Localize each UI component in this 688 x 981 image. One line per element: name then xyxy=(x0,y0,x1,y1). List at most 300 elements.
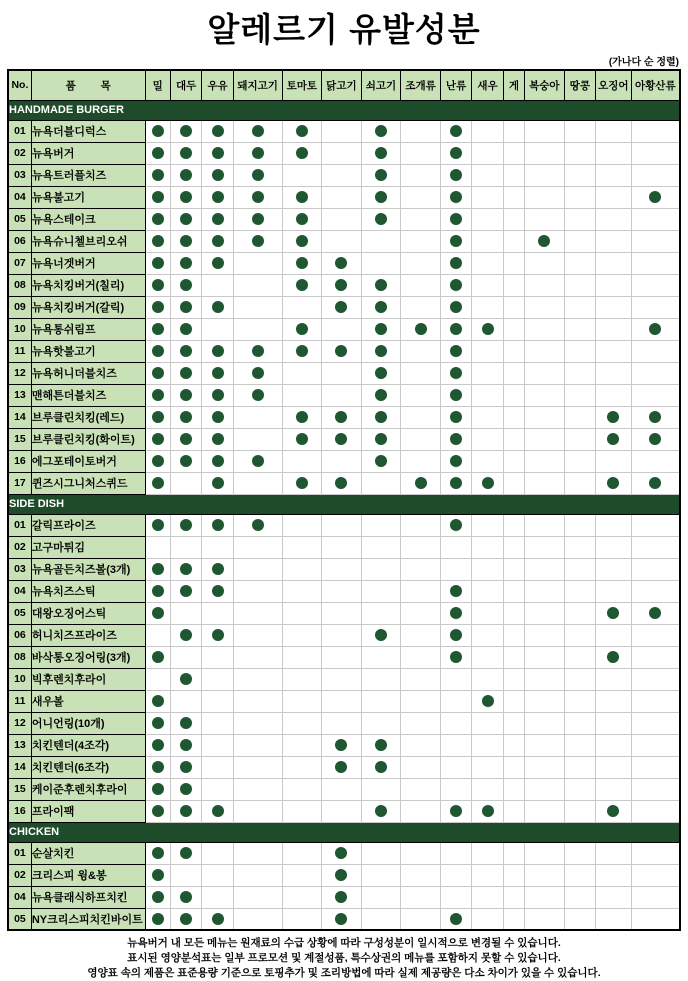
allergen-mark-cell xyxy=(503,624,524,646)
table-row xyxy=(8,428,680,450)
allergen-mark-cell xyxy=(322,558,362,580)
allergen-mark-cell xyxy=(503,120,524,142)
row-number-cell: 02 xyxy=(8,142,31,164)
allergen-mark-cell xyxy=(233,908,282,930)
allergen-mark-cell xyxy=(472,690,503,712)
item-name-cell: 고구마튀김 xyxy=(31,536,145,558)
allergen-mark-cell xyxy=(361,230,401,252)
allergen-dot xyxy=(296,125,308,137)
allergen-mark-cell xyxy=(202,296,233,318)
allergen-mark-cell xyxy=(170,230,201,252)
allergen-dot xyxy=(252,213,264,225)
row-number-cell: 12 xyxy=(8,712,31,734)
allergen-mark-cell xyxy=(564,208,595,230)
item-name-cell: 치킨텐더(4조각) xyxy=(31,734,145,756)
item-name-cell: 뉴욕치킹버거(갈릭) xyxy=(31,296,145,318)
allergen-mark-cell xyxy=(170,800,201,822)
allergen-mark-cell xyxy=(361,886,401,908)
table-row xyxy=(8,624,680,646)
allergen-dot xyxy=(450,433,462,445)
allergen-mark-cell xyxy=(145,624,170,646)
allergen-mark-cell xyxy=(596,340,632,362)
allergen-dot xyxy=(335,739,347,751)
allergen-mark-cell xyxy=(361,690,401,712)
allergen-mark-cell xyxy=(440,318,471,340)
allergen-mark-cell xyxy=(401,186,441,208)
allergen-mark-cell xyxy=(440,164,471,186)
col-header-allergen: 게 xyxy=(503,70,524,100)
allergen-mark-cell xyxy=(525,252,565,274)
allergen-mark-cell xyxy=(525,624,565,646)
allergen-mark-cell xyxy=(440,800,471,822)
allergen-dot xyxy=(375,629,387,641)
allergen-mark-cell xyxy=(145,756,170,778)
allergen-mark-cell xyxy=(202,274,233,296)
allergen-mark-cell xyxy=(170,120,201,142)
allergen-dot xyxy=(212,367,224,379)
allergen-mark-cell xyxy=(322,908,362,930)
allergen-mark-cell xyxy=(525,602,565,624)
allergen-mark-cell xyxy=(596,908,632,930)
allergen-mark-cell xyxy=(322,690,362,712)
allergen-mark-cell xyxy=(525,908,565,930)
allergen-mark-cell xyxy=(282,602,322,624)
allergen-mark-cell xyxy=(361,800,401,822)
allergen-mark-cell xyxy=(322,842,362,864)
row-number-cell: 14 xyxy=(8,406,31,428)
allergen-mark-cell xyxy=(401,646,441,668)
allergen-mark-cell xyxy=(472,472,503,494)
table-row xyxy=(8,580,680,602)
allergen-mark-cell xyxy=(401,778,441,800)
allergen-mark-cell xyxy=(596,712,632,734)
allergen-mark-cell xyxy=(233,252,282,274)
allergen-mark-cell xyxy=(233,800,282,822)
row-number-cell: 06 xyxy=(8,624,31,646)
allergen-mark-cell xyxy=(202,450,233,472)
allergen-mark-cell xyxy=(401,734,441,756)
allergen-mark-cell xyxy=(564,624,595,646)
allergen-mark-cell xyxy=(596,646,632,668)
allergen-mark-cell xyxy=(472,886,503,908)
allergen-mark-cell xyxy=(282,428,322,450)
allergen-mark-cell xyxy=(145,690,170,712)
row-number-cell: 16 xyxy=(8,450,31,472)
allergen-mark-cell xyxy=(564,536,595,558)
allergen-mark-cell xyxy=(401,274,441,296)
allergen-dot xyxy=(375,213,387,225)
row-number-cell: 16 xyxy=(8,800,31,822)
allergen-mark-cell xyxy=(631,580,680,602)
allergen-mark-cell xyxy=(525,164,565,186)
allergen-mark-cell xyxy=(202,164,233,186)
allergen-mark-cell xyxy=(596,514,632,536)
allergen-mark-cell xyxy=(564,186,595,208)
section-title-cell: CHICKEN xyxy=(8,822,680,842)
allergen-mark-cell xyxy=(170,536,201,558)
allergen-dot xyxy=(649,433,661,445)
allergen-dot xyxy=(296,191,308,203)
allergen-dot xyxy=(180,891,192,903)
allergen-mark-cell xyxy=(233,624,282,646)
allergen-mark-cell xyxy=(322,362,362,384)
allergen-dot xyxy=(450,125,462,137)
section-header-row xyxy=(8,100,680,120)
allergen-mark-cell xyxy=(525,186,565,208)
allergen-mark-cell xyxy=(361,756,401,778)
row-number-cell: 03 xyxy=(8,164,31,186)
allergen-mark-cell xyxy=(596,472,632,494)
allergen-dot xyxy=(335,913,347,925)
allergen-mark-cell xyxy=(282,536,322,558)
allergen-mark-cell xyxy=(503,514,524,536)
allergen-mark-cell xyxy=(322,668,362,690)
allergen-mark-cell xyxy=(170,690,201,712)
allergen-mark-cell xyxy=(631,690,680,712)
allergen-dot xyxy=(482,477,494,489)
allergen-mark-cell xyxy=(282,164,322,186)
allergen-dot xyxy=(212,913,224,925)
allergen-dot xyxy=(649,411,661,423)
allergen-mark-cell xyxy=(361,384,401,406)
allergen-dot xyxy=(180,147,192,159)
allergen-mark-cell xyxy=(322,296,362,318)
allergen-dot xyxy=(180,585,192,597)
allergen-mark-cell xyxy=(472,406,503,428)
allergen-mark-cell xyxy=(322,864,362,886)
allergen-mark-cell xyxy=(401,142,441,164)
allergen-dot xyxy=(450,455,462,467)
allergen-mark-cell xyxy=(170,296,201,318)
allergen-mark-cell xyxy=(202,842,233,864)
allergen-mark-cell xyxy=(233,340,282,362)
allergen-mark-cell xyxy=(472,908,503,930)
allergen-mark-cell xyxy=(401,450,441,472)
item-name-cell: 뉴욕스테이크 xyxy=(31,208,145,230)
allergen-mark-cell xyxy=(525,668,565,690)
allergen-mark-cell xyxy=(361,362,401,384)
allergen-dot xyxy=(607,411,619,423)
allergen-dot xyxy=(252,367,264,379)
allergen-dot xyxy=(450,411,462,423)
table-row xyxy=(8,778,680,800)
row-number-cell: 05 xyxy=(8,602,31,624)
allergen-mark-cell xyxy=(170,756,201,778)
allergen-dot xyxy=(335,433,347,445)
allergen-mark-cell xyxy=(202,712,233,734)
allergen-mark-cell xyxy=(564,778,595,800)
item-name-cell: 뉴욕치즈스틱 xyxy=(31,580,145,602)
allergen-mark-cell xyxy=(361,646,401,668)
allergen-mark-cell xyxy=(503,886,524,908)
allergen-mark-cell xyxy=(170,646,201,668)
allergen-mark-cell xyxy=(170,340,201,362)
allergen-dot xyxy=(152,367,164,379)
allergen-mark-cell xyxy=(631,186,680,208)
allergen-mark-cell xyxy=(503,472,524,494)
item-name-cell: 뉴욕너겟버거 xyxy=(31,252,145,274)
allergen-mark-cell xyxy=(401,690,441,712)
allergen-mark-cell xyxy=(361,274,401,296)
item-name-cell: 빅후렌치후라이 xyxy=(31,668,145,690)
allergen-mark-cell xyxy=(503,756,524,778)
col-header-allergen: 쇠고기 xyxy=(361,70,401,100)
footnote xyxy=(0,936,688,981)
allergen-mark-cell xyxy=(322,318,362,340)
allergen-mark-cell xyxy=(440,908,471,930)
allergen-mark-cell xyxy=(503,668,524,690)
allergen-mark-cell xyxy=(525,842,565,864)
allergen-mark-cell xyxy=(233,602,282,624)
item-name-cell: 브루클린치킹(레드) xyxy=(31,406,145,428)
allergen-mark-cell xyxy=(564,318,595,340)
row-number-cell: 13 xyxy=(8,384,31,406)
allergen-mark-cell xyxy=(631,800,680,822)
col-header-allergen: 조개류 xyxy=(401,70,441,100)
allergen-mark-cell xyxy=(282,908,322,930)
allergen-mark-cell xyxy=(361,558,401,580)
allergen-mark-cell xyxy=(233,142,282,164)
item-name-cell: 크리스피 윙&봉 xyxy=(31,864,145,886)
allergen-mark-cell xyxy=(145,842,170,864)
allergen-mark-cell xyxy=(322,208,362,230)
table-row xyxy=(8,142,680,164)
allergen-mark-cell xyxy=(322,450,362,472)
allergen-mark-cell xyxy=(282,734,322,756)
allergen-dot xyxy=(375,805,387,817)
allergen-dot xyxy=(152,323,164,335)
allergen-mark-cell xyxy=(361,580,401,602)
allergen-dot xyxy=(375,301,387,313)
allergen-dot xyxy=(212,477,224,489)
allergen-mark-cell xyxy=(401,712,441,734)
allergen-mark-cell xyxy=(361,208,401,230)
allergen-mark-cell xyxy=(631,384,680,406)
allergen-mark-cell xyxy=(170,886,201,908)
allergen-mark-cell xyxy=(170,472,201,494)
allergen-dot xyxy=(180,433,192,445)
allergen-dot xyxy=(180,257,192,269)
allergen-mark-cell xyxy=(401,340,441,362)
allergen-mark-cell xyxy=(401,756,441,778)
row-number-cell: 14 xyxy=(8,756,31,778)
table-row xyxy=(8,558,680,580)
allergen-mark-cell xyxy=(170,450,201,472)
allergen-mark-cell xyxy=(202,886,233,908)
item-name-cell: 뉴욕불고기 xyxy=(31,186,145,208)
allergen-mark-cell xyxy=(596,580,632,602)
allergen-mark-cell xyxy=(503,164,524,186)
allergen-mark-cell xyxy=(440,734,471,756)
allergen-mark-cell xyxy=(503,384,524,406)
allergen-dot xyxy=(212,345,224,357)
allergen-mark-cell xyxy=(564,668,595,690)
allergen-mark-cell xyxy=(202,472,233,494)
allergen-mark-cell xyxy=(282,646,322,668)
item-name-cell: 뉴욕슈니첼브리오쉬 xyxy=(31,230,145,252)
allergen-dot xyxy=(296,279,308,291)
col-header-allergen: 땅콩 xyxy=(564,70,595,100)
allergen-mark-cell xyxy=(233,558,282,580)
allergen-dot xyxy=(375,279,387,291)
allergen-mark-cell xyxy=(631,208,680,230)
allergen-mark-cell xyxy=(322,428,362,450)
allergen-mark-cell xyxy=(361,472,401,494)
footnote-line: 영양표 속의 제품은 표준용량 기준으로 토핑추가 및 조리방법에 따라 실제 제공량은 다소 차이가 있을 수 있습니다. xyxy=(87,967,601,979)
allergen-dot xyxy=(180,519,192,531)
allergen-mark-cell xyxy=(202,624,233,646)
allergen-mark-cell xyxy=(282,318,322,340)
allergen-dot xyxy=(335,279,347,291)
allergen-mark-cell xyxy=(503,340,524,362)
allergen-mark-cell xyxy=(145,886,170,908)
allergen-mark-cell xyxy=(322,252,362,274)
allergen-mark-cell xyxy=(440,558,471,580)
allergen-mark-cell xyxy=(596,668,632,690)
allergen-mark-cell xyxy=(596,362,632,384)
allergen-mark-cell xyxy=(440,384,471,406)
allergen-mark-cell xyxy=(282,668,322,690)
allergen-dot xyxy=(152,257,164,269)
allergen-mark-cell xyxy=(564,712,595,734)
allergen-mark-cell xyxy=(472,864,503,886)
allergen-mark-cell xyxy=(401,800,441,822)
table-row xyxy=(8,340,680,362)
table-row xyxy=(8,864,680,886)
allergen-mark-cell xyxy=(503,406,524,428)
allergen-dot xyxy=(212,585,224,597)
allergen-mark-cell xyxy=(322,142,362,164)
allergen-mark-cell xyxy=(472,428,503,450)
allergen-dot xyxy=(375,761,387,773)
table-row xyxy=(8,230,680,252)
allergen-mark-cell xyxy=(401,514,441,536)
allergen-mark-cell xyxy=(440,514,471,536)
allergen-mark-cell xyxy=(525,756,565,778)
allergen-mark-cell xyxy=(233,864,282,886)
allergen-mark-cell xyxy=(322,230,362,252)
allergen-mark-cell xyxy=(282,186,322,208)
allergen-mark-cell xyxy=(202,558,233,580)
allergen-mark-cell xyxy=(525,472,565,494)
allergen-mark-cell xyxy=(322,886,362,908)
allergen-dot xyxy=(335,761,347,773)
allergen-mark-cell xyxy=(472,756,503,778)
allergen-mark-cell xyxy=(472,624,503,646)
allergen-mark-cell xyxy=(145,800,170,822)
allergen-mark-cell xyxy=(596,428,632,450)
allergen-mark-cell xyxy=(631,296,680,318)
allergen-dot xyxy=(335,411,347,423)
table-row xyxy=(8,252,680,274)
allergen-dot xyxy=(450,629,462,641)
allergen-dot xyxy=(152,147,164,159)
allergen-mark-cell xyxy=(440,842,471,864)
allergen-mark-cell xyxy=(145,120,170,142)
allergen-mark-cell xyxy=(596,778,632,800)
row-number-cell: 01 xyxy=(8,120,31,142)
allergen-mark-cell xyxy=(472,842,503,864)
allergen-mark-cell xyxy=(361,428,401,450)
allergen-dot xyxy=(212,629,224,641)
allergen-mark-cell xyxy=(440,340,471,362)
allergen-dot xyxy=(152,411,164,423)
allergen-mark-cell xyxy=(145,296,170,318)
allergen-mark-cell xyxy=(472,712,503,734)
allergen-mark-cell xyxy=(361,778,401,800)
allergen-mark-cell xyxy=(401,318,441,340)
allergen-mark-cell xyxy=(525,690,565,712)
allergen-mark-cell xyxy=(145,602,170,624)
allergen-mark-cell xyxy=(472,514,503,536)
allergen-mark-cell xyxy=(282,842,322,864)
col-header-allergen: 대두 xyxy=(170,70,201,100)
allergen-mark-cell xyxy=(202,384,233,406)
allergen-mark-cell xyxy=(145,514,170,536)
item-name-cell: 에그포테이토버거 xyxy=(31,450,145,472)
allergen-mark-cell xyxy=(596,886,632,908)
footnote-line: 뉴욕버거 내 모든 메뉴는 원재료의 수급 상황에 따라 구성성분이 일시적으로 변경될 수 있습니다. xyxy=(127,937,561,949)
allergen-mark-cell xyxy=(440,252,471,274)
allergen-mark-cell xyxy=(631,120,680,142)
allergen-mark-cell xyxy=(503,864,524,886)
row-number-cell: 05 xyxy=(8,908,31,930)
allergen-mark-cell xyxy=(472,120,503,142)
allergen-mark-cell xyxy=(596,624,632,646)
table-row xyxy=(8,384,680,406)
allergen-dot xyxy=(180,367,192,379)
allergen-mark-cell xyxy=(525,514,565,536)
item-name-cell: 뉴욕트러플치즈 xyxy=(31,164,145,186)
allergen-mark-cell xyxy=(472,668,503,690)
allergen-dot xyxy=(296,323,308,335)
allergen-mark-cell xyxy=(440,778,471,800)
allergen-mark-cell xyxy=(361,864,401,886)
allergen-mark-cell xyxy=(631,428,680,450)
allergen-mark-cell xyxy=(170,142,201,164)
allergen-mark-cell xyxy=(145,362,170,384)
allergen-dot xyxy=(252,169,264,181)
allergen-mark-cell xyxy=(233,230,282,252)
allergen-mark-cell xyxy=(170,558,201,580)
allergen-mark-cell xyxy=(631,734,680,756)
allergen-mark-cell xyxy=(233,164,282,186)
allergen-mark-cell xyxy=(282,384,322,406)
allergen-mark-cell xyxy=(233,274,282,296)
allergen-mark-cell xyxy=(282,624,322,646)
allergen-mark-cell xyxy=(503,318,524,340)
allergen-mark-cell xyxy=(233,296,282,318)
allergen-mark-cell xyxy=(361,624,401,646)
allergen-dot xyxy=(152,213,164,225)
allergen-mark-cell xyxy=(564,646,595,668)
allergen-mark-cell xyxy=(401,384,441,406)
table-body xyxy=(8,100,680,930)
allergen-mark-cell xyxy=(202,800,233,822)
allergen-dot xyxy=(212,213,224,225)
allergen-mark-cell xyxy=(564,472,595,494)
allergen-dot xyxy=(152,477,164,489)
footnote-line: 표시된 영양분석표는 일부 프로모션 및 계절성품, 특수상권의 메뉴를 포함하지 못할 수 있습니다. xyxy=(127,952,561,964)
allergen-mark-cell xyxy=(282,142,322,164)
allergen-mark-cell xyxy=(472,536,503,558)
allergen-mark-cell xyxy=(631,712,680,734)
allergen-mark-cell xyxy=(401,252,441,274)
allergen-mark-cell xyxy=(282,864,322,886)
row-number-cell: 09 xyxy=(8,296,31,318)
allergen-dot xyxy=(335,257,347,269)
allergen-mark-cell xyxy=(361,908,401,930)
